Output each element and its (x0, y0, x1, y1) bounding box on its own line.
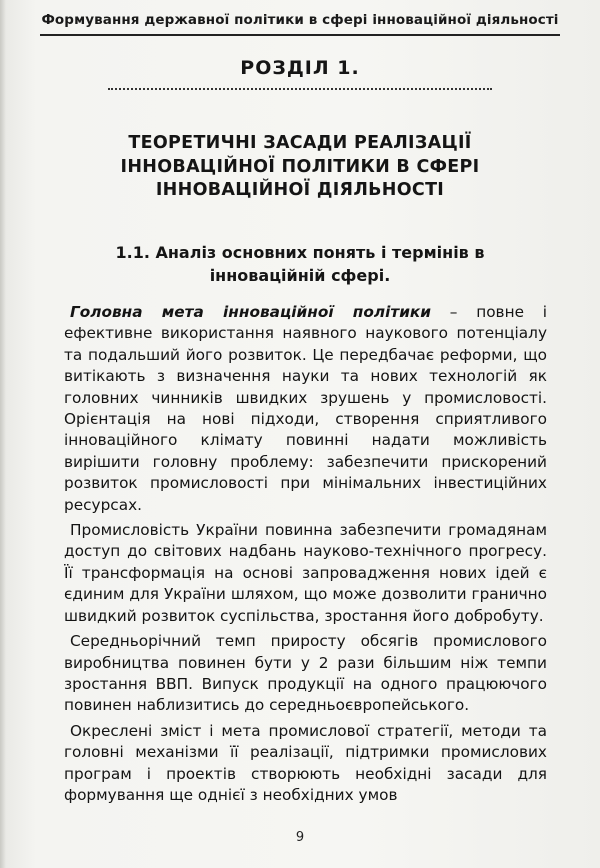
paragraph-3: Середньорічний темп приросту обсягів промислового виробництва повинен бути у 2 рази більшим ніж темпи зростання ВВП. Випуск продукції на одного працюючого повинен наблизитись до середньоєвропейського. (64, 632, 547, 715)
body-text (64, 302, 547, 810)
binding-shadow (0, 0, 6, 868)
paragraph-1 (64, 302, 547, 516)
chapter-title: ТЕОРЕТИЧНІ ЗАСАДИ РЕАЛІЗАЦІЇ ІННОВАЦІЙНОЇ ПОЛІТИКИ В СФЕРІ ІННОВАЦІЙНОЇ ДІЯЛЬНОСТІ (120, 133, 480, 200)
paragraph-2: Промисловість України повинна забезпечити громадянам доступ до світових надбань науково-технічного прогресу. Її трансформація на основі запровадження нових ідей є єдиним для України шляхом, що може дозволити гранично швидкий розвиток суспільства, зростання його добробуту. (64, 521, 547, 625)
paragraph-4: Окреслені зміст і мета промислової стратегії, методи та головні механізми її реалізації, підтримки промислових програм і проектів створюють необхідні засади для формування ще однієї з необхідних умов (64, 721, 547, 804)
paragraph-1-rest: – повне і ефективне використання наявного наукового потенціалу та подальший його розвиток. Це передбачає реформи, що витікають з визначення науки та нових технологій як головних чинників швидких зрушень у промисловості. Орієнтація на нові підходи, створення сприятливого інноваційного клімату повинні надати можливість вирішити головну проблему: забезпечити прискорений розвиток промисловості при мінімальних інвестиційних ресурсах. (64, 303, 547, 514)
header-rule (40, 34, 560, 36)
subsection-title: 1.1. Аналіз основних понять і термінів в інноваційній сфері. (115, 243, 485, 285)
paragraph-1-lead: Головна мета інноваційної політики (70, 303, 432, 321)
page-number: 9 (295, 830, 305, 845)
section-label: РОЗДІЛ 1. (240, 57, 360, 79)
running-head: Формування державної політики в сфері інноваційної діяльності (41, 12, 559, 28)
dotted-divider (108, 88, 492, 90)
